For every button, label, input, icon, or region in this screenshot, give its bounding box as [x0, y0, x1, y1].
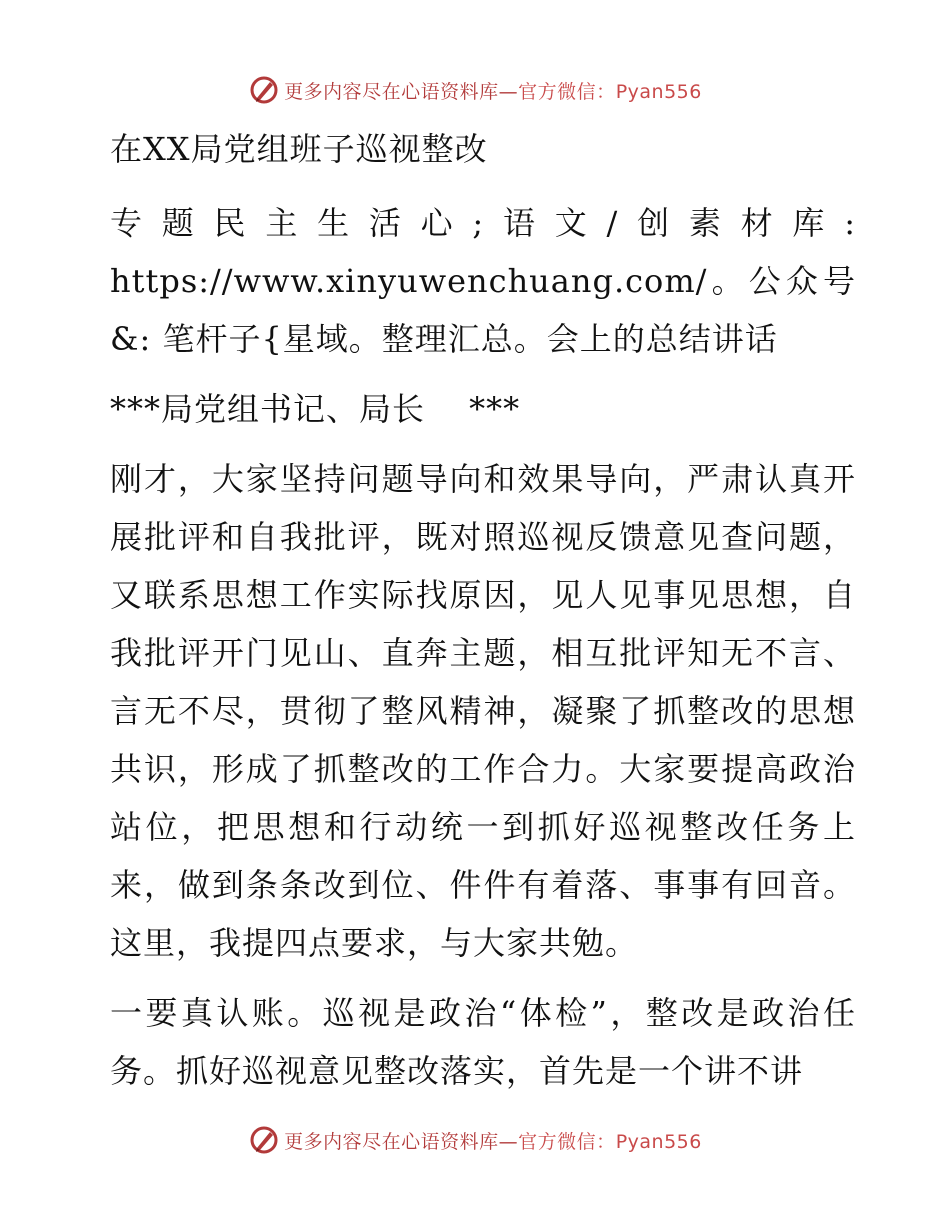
- document-body: [96, 120, 856, 1112]
- doc-subtitle-paragraph: 专题民主生活心;语文/创素材库: https://www.xinyuwenchuang.com/。公众号&: 笔杆子{星域。整理汇总。会上的总结讲话: [110, 204, 856, 358]
- doc-title-line: 在XX局党组班子巡视整改: [110, 130, 488, 168]
- header-watermark: [0, 70, 950, 110]
- watermark-wechat-id: Pyan556: [615, 1130, 702, 1153]
- watermark-brand: 更多内容尽在心语资料库—: [284, 80, 519, 103]
- watermark-brand: 更多内容尽在心语资料库—: [284, 1130, 519, 1153]
- pen-logo-icon: [248, 1124, 280, 1156]
- pen-logo-icon: [248, 74, 280, 106]
- watermark-text: [284, 77, 702, 104]
- doc-body-paragraph: 一要真认账。巡视是政治“体检”，整改是政治任务。抓好巡视意见整改落实，首先是一个讲不讲: [110, 994, 856, 1090]
- footer-watermark: [0, 1120, 950, 1160]
- doc-body-paragraph: 刚才，大家坚持问题导向和效果导向，严肃认真开展批评和自我批评，既对照巡视反馈意见查问题，又联系思想工作实际找原因，见人见事见思想，自我批评开门见山、直奔主题，相互批评知无不言、言无不尽，贯彻了整风精神，凝聚了抓整改的思想共识，形成了抓整改的工作合力。大家要提高政治站位，把思想和行动统一到抓好巡视整改任务上来，做到条条改到位、件件有着落、事事有回音。这里，我提四点要求，与大家共勉。: [110, 460, 856, 962]
- watermark-wechat-id: Pyan556: [615, 80, 702, 103]
- watermark-wechat-label: 官方微信：: [518, 1130, 616, 1153]
- doc-speaker-line: ***局党组书记、局长 ***: [110, 390, 521, 428]
- watermark-text: [284, 1127, 702, 1154]
- watermark-wechat-label: 官方微信：: [518, 80, 616, 103]
